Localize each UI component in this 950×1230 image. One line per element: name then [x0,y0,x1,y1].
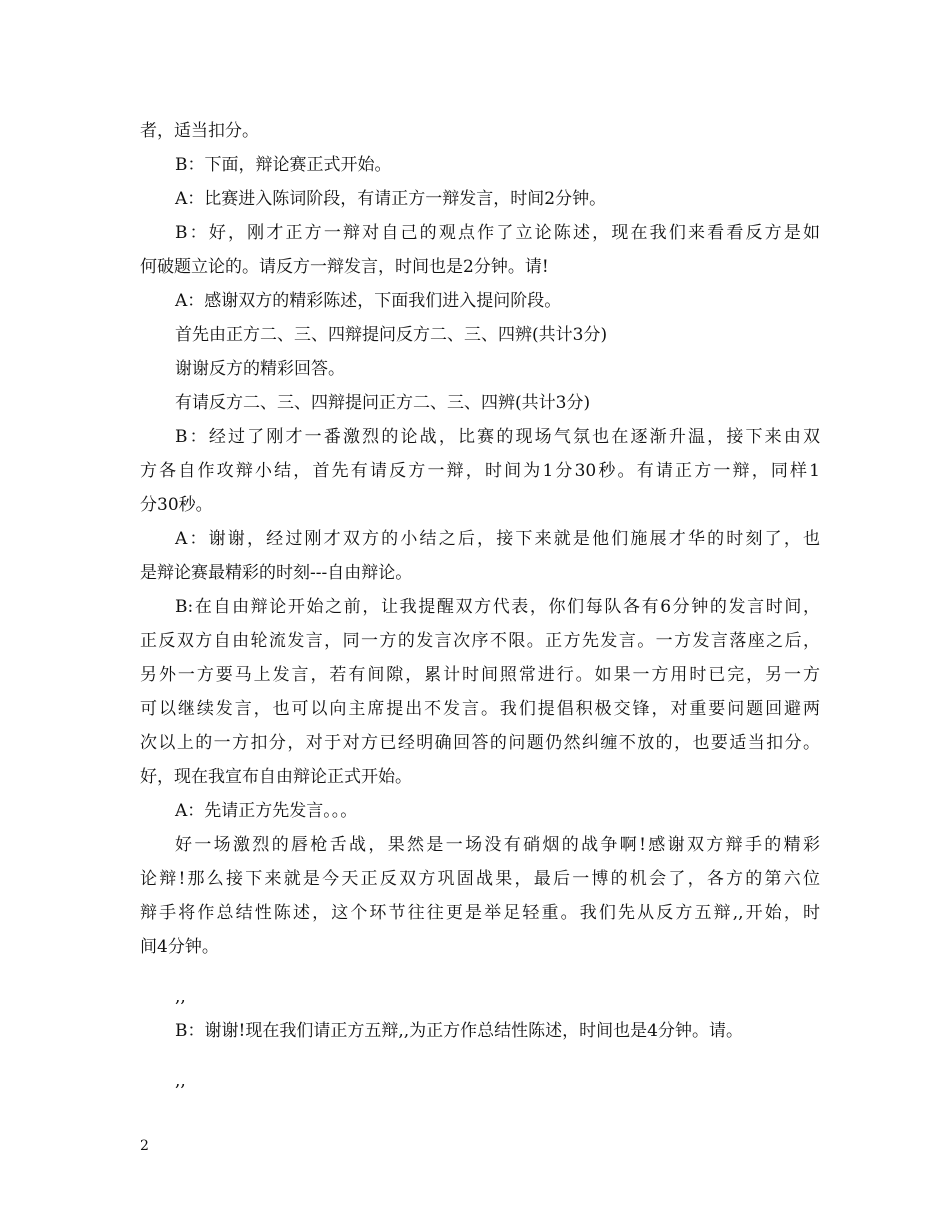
document-body [140,114,820,1098]
text-line: 好一场激烈的唇枪舌战，果然是一场没有硝烟的战争啊!感谢双方辩手的精彩 [175,835,820,855]
text-line: 谢谢反方的精彩回答。 [175,359,345,379]
text-line: ,, [175,987,186,1007]
text-line: 方各自作攻辩小结，首先有请反方一辩，时间为1分30秒。有请正方一辩，同样1 [140,461,820,481]
page-number: 2 [140,1138,149,1154]
text-line: 是辩论赛最精彩的时刻---自由辩论。 [140,563,413,583]
text-line: 正反双方自由轮流发言，同一方的发言次序不限。正方先发言。一方发言落座之后， [140,631,820,651]
text-line: 者，适当扣分。 [140,121,259,141]
text-line: B：下面，辩论赛正式开始。 [175,155,392,175]
text-line: B:在自由辩论开始之前，让我提醒双方代表，你们每队各有6分钟的发言时间， [175,597,820,617]
text-line: 首先由正方二、三、四辩提问反方二、三、四辨(共计3分) [175,325,608,345]
paragraph-gap [140,964,820,980]
text-line: B：经过了刚才一番激烈的论战，比赛的现场气氛也在逐渐升温，接下来由双 [175,427,820,447]
text-line: A：先请正方先发言。。。 [175,801,358,821]
text-line: 分30秒。 [140,495,213,515]
text-line: 好，现在我宣布自由辩论正式开始。 [140,767,412,787]
text-line: 另外一方要马上发言，若有间隙，累计时间照常进行。如果一方用时已完，另一方 [140,665,820,685]
paragraph-gap [140,1048,820,1064]
text-line: A：感谢双方的精彩陈述，下面我们进入提问阶段。 [175,291,562,311]
text-line: ,, [175,1071,186,1091]
text-line: 何破题立论的。请反方一辩发言，时间也是2分钟。请! [140,257,549,277]
text-line: 有请反方二、三、四辩提问正方二、三、四辨(共计3分) [175,393,591,413]
text-line: B：好，刚才正方一辩对自己的观点作了立论陈述，现在我们来看看反方是如 [175,223,820,243]
text-line: 间4分钟。 [140,937,219,957]
text-line: 可以继续发言，也可以向主席提出不发言。我们提倡积极交锋，对重要问题回避两 [140,699,820,719]
text-line: 次以上的一方扣分，对于对方已经明确回答的问题仍然纠缠不放的，也要适当扣分。 [140,733,820,753]
text-line: B：谢谢!现在我们请正方五辩,,为正方作总结性陈述，时间也是4分钟。请。 [175,1021,743,1041]
text-line: 辩手将作总结性陈述，这个环节往往更是举足轻重。我们先从反方五辩,,开始，时 [140,903,820,923]
text-line: A：谢谢，经过刚才双方的小结之后，接下来就是他们施展才华的时刻了，也 [175,529,820,549]
text-line: 论辩!那么接下来就是今天正反双方巩固战果，最后一博的机会了，各方的第六位 [140,869,820,889]
text-line: A：比赛进入陈词阶段，有请正方一辩发言，时间2分钟。 [175,189,607,209]
